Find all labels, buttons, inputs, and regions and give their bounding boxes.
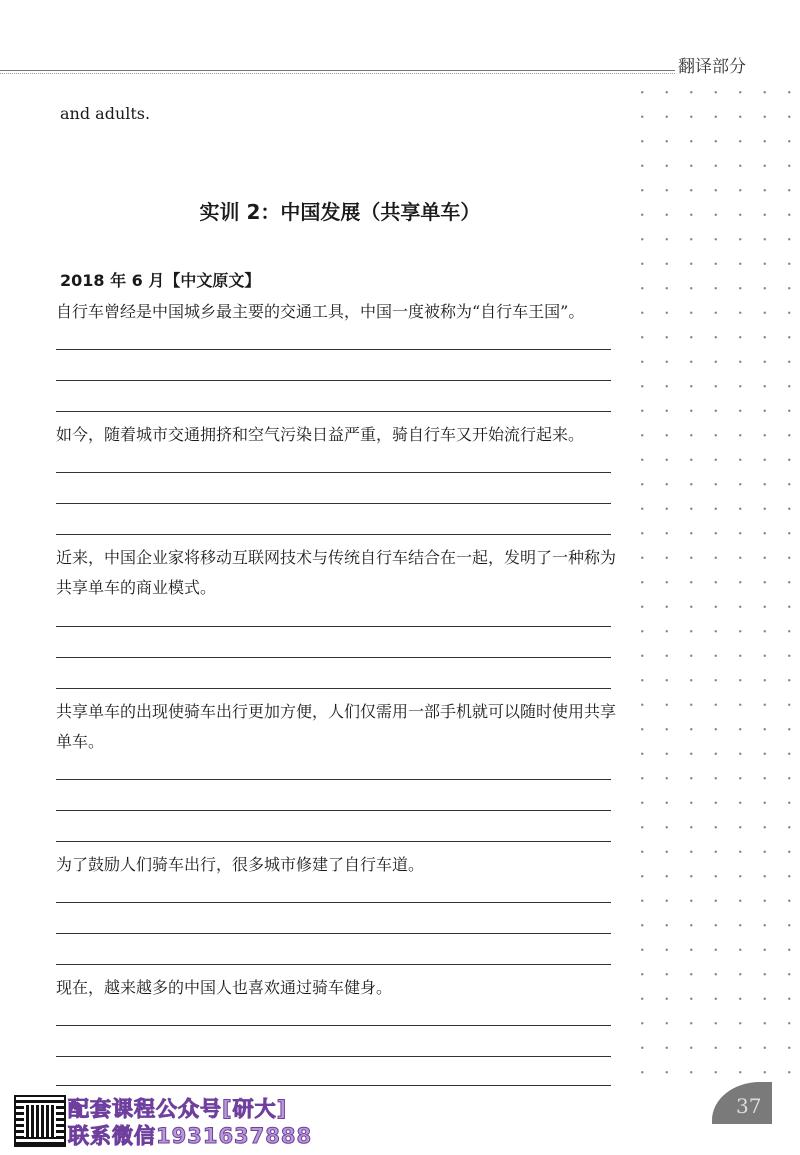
source-sentence-2: 如今，随着城市交通拥挤和空气污染日益严重，骑自行车又开始流行起来。: [56, 425, 585, 444]
answer-line[interactable]: [56, 626, 611, 627]
qr-code-icon: [14, 1095, 66, 1147]
source-sentence-3: 近来，中国企业家将移动互联网技术与传统自行车结合在一起，发明了一种称为共享单车的商业模式。: [56, 548, 617, 597]
answer-line[interactable]: [56, 933, 611, 934]
answer-line[interactable]: [56, 657, 611, 658]
source-sentence-6: 现在，越来越多的中国人也喜欢通过骑车健身。: [56, 978, 393, 997]
answer-line[interactable]: [56, 964, 611, 965]
exercise-title: 实训 2：中国发展（共享单车）: [199, 200, 481, 224]
dot-grid-margin: [628, 78, 800, 1088]
answer-line[interactable]: [56, 902, 611, 903]
answer-line[interactable]: [56, 779, 611, 780]
source-sentence-5: 为了鼓励人们骑车出行，很多城市修建了自行车道。: [56, 855, 425, 874]
header-rule: [0, 70, 675, 71]
carryover-text: and adults.: [60, 104, 151, 123]
answer-line[interactable]: [56, 349, 611, 350]
source-sentence-4: 共享单车的出现使骑车出行更加方便，人们仅需用一部手机就可以随时使用共享单车。: [56, 702, 617, 751]
source-sentence-1: 自行车曾经是中国城乡最主要的交通工具，中国一度被称为“自行车王国”。: [56, 302, 585, 321]
section-label: 翻译部分: [678, 57, 746, 77]
answer-line[interactable]: [56, 411, 611, 412]
watermark-line-1: 配套课程公众号[研大]: [68, 1097, 288, 1121]
answer-line[interactable]: [56, 1025, 611, 1026]
answer-line[interactable]: [56, 380, 611, 381]
answer-line[interactable]: [56, 472, 611, 473]
page-number: 37: [736, 1094, 762, 1118]
watermark-line-2: 联系微信1931637888: [68, 1124, 313, 1148]
answer-line[interactable]: [56, 841, 611, 842]
answer-line[interactable]: [56, 534, 611, 535]
exercise-subheading: 2018 年 6 月【中文原文】: [60, 271, 261, 290]
header-rule-dotted: [0, 73, 675, 74]
answer-line[interactable]: [56, 1056, 611, 1057]
answer-line[interactable]: [56, 503, 611, 504]
answer-line[interactable]: [56, 810, 611, 811]
watermark-ad: [14, 1093, 314, 1149]
answer-line[interactable]: [56, 688, 611, 689]
answer-line[interactable]: [56, 1085, 611, 1086]
